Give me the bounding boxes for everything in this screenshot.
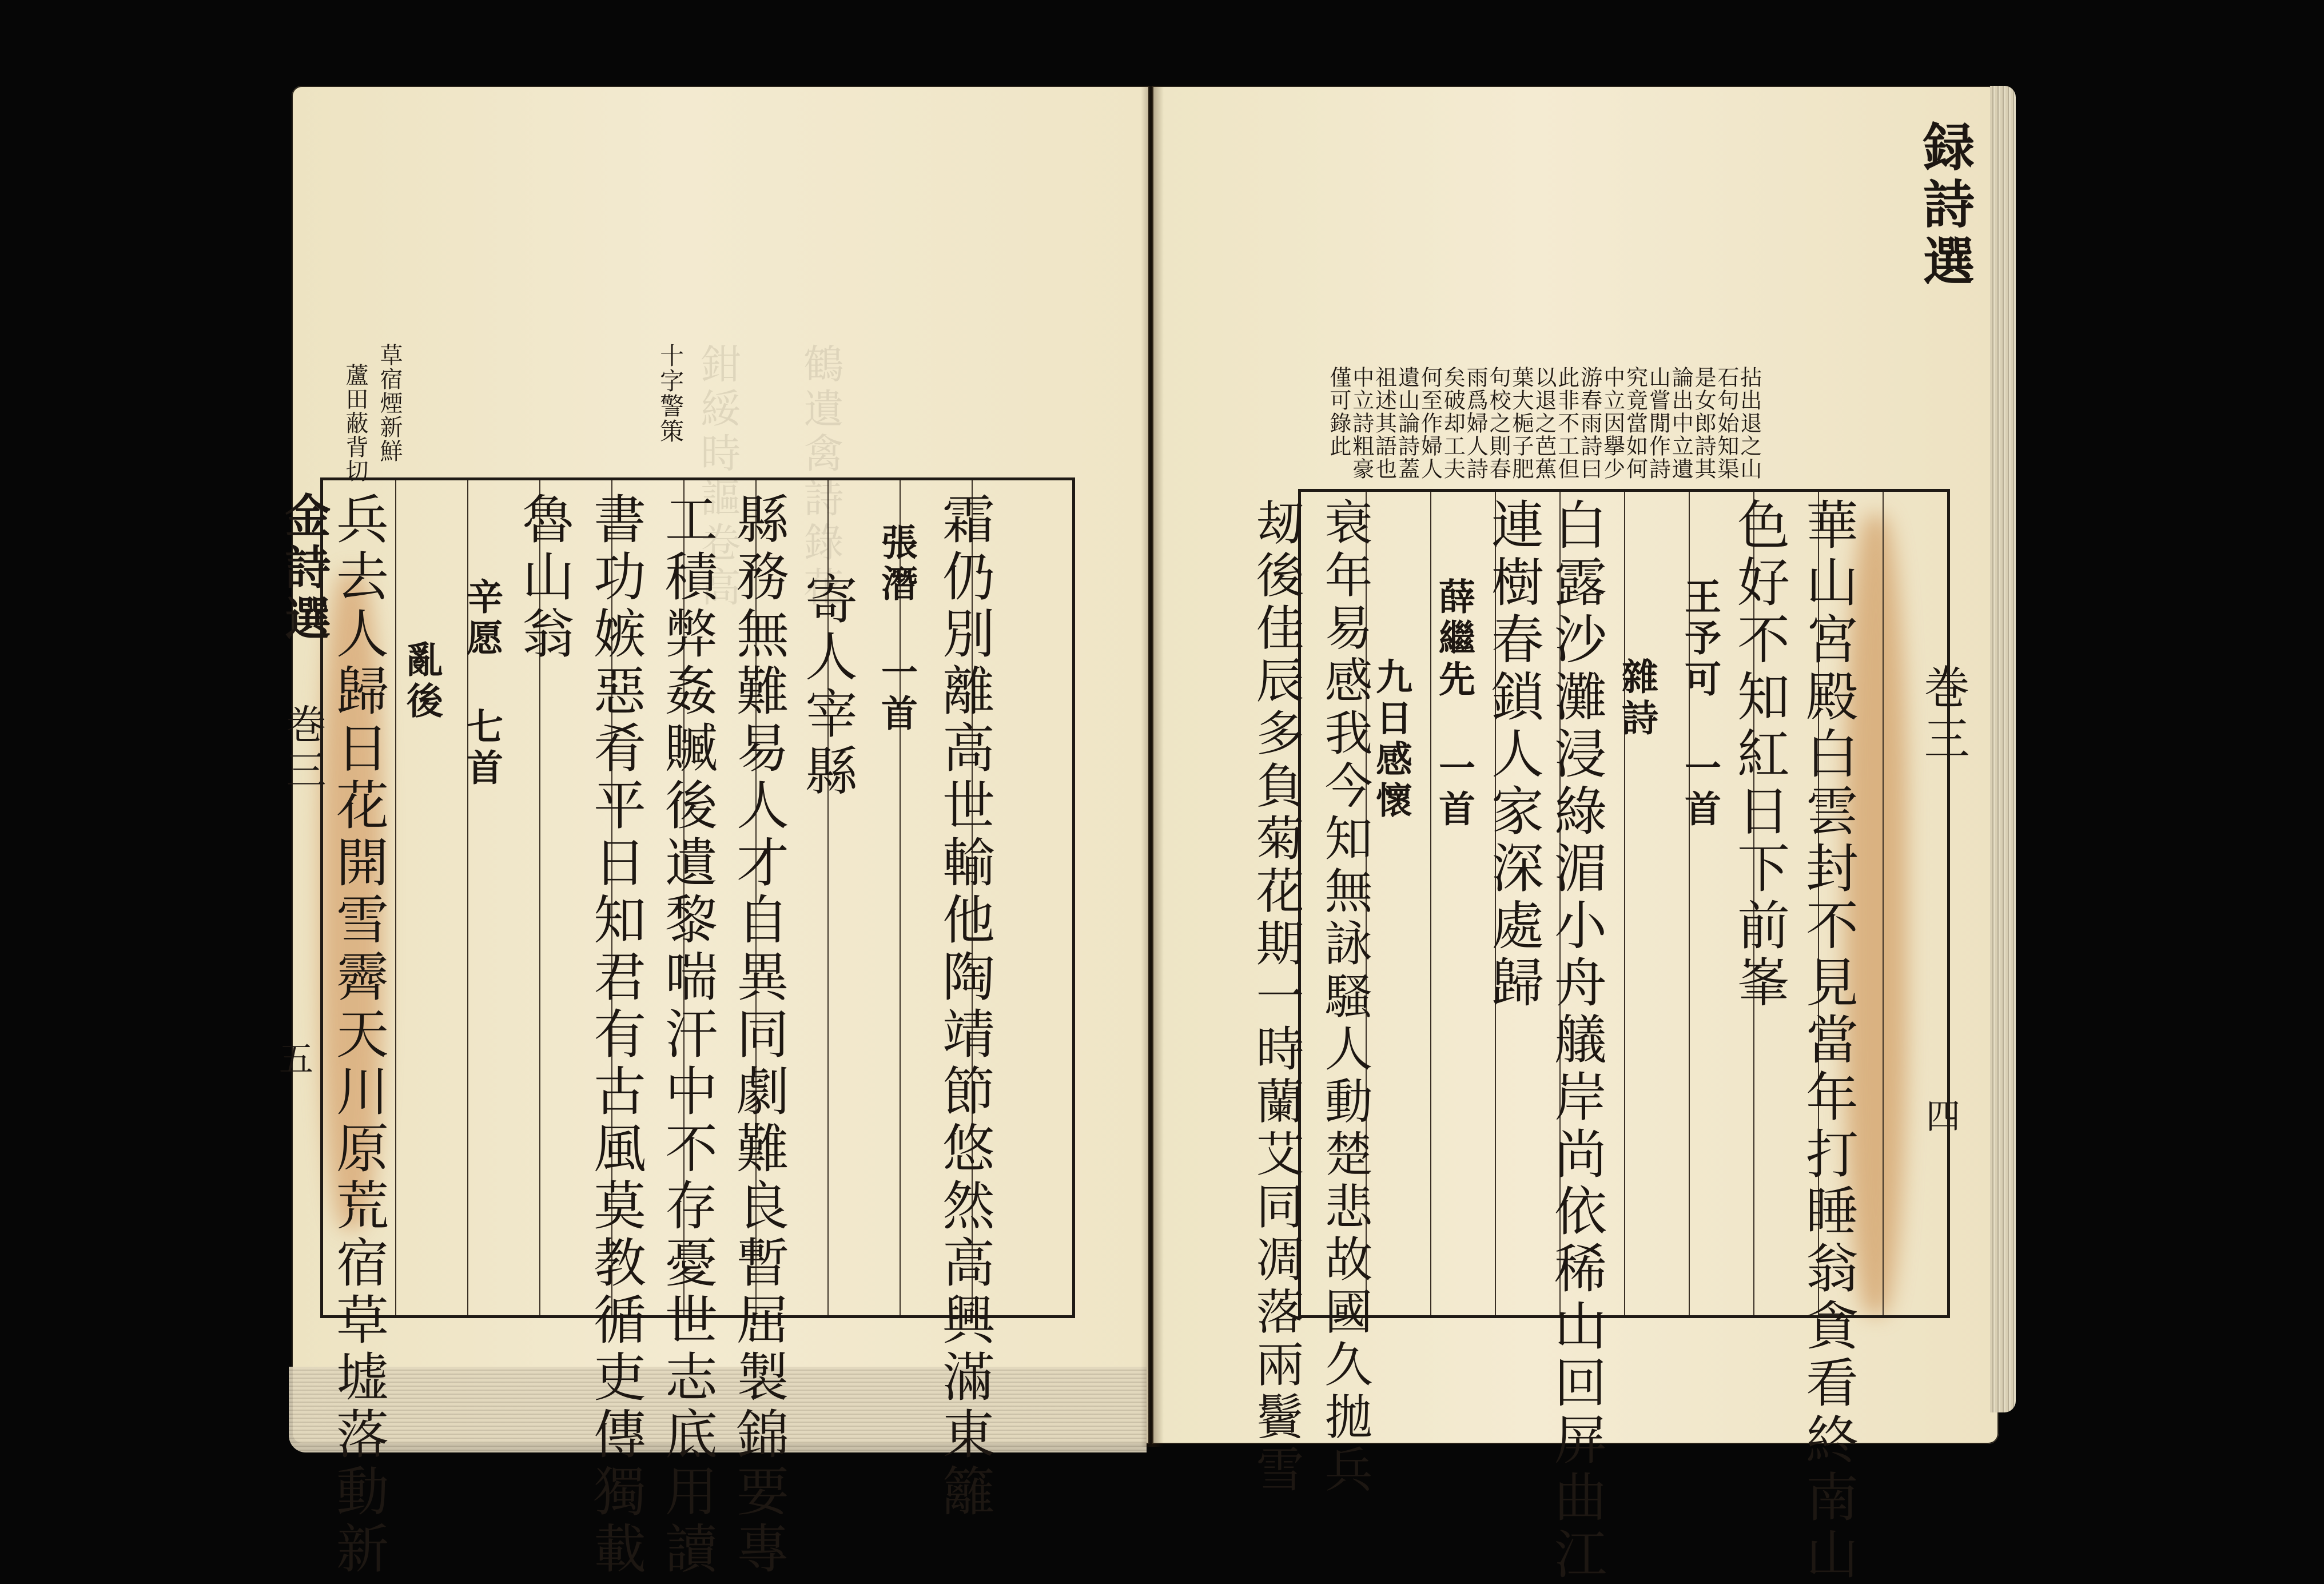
author-name: 張潛 一首 (875, 523, 918, 735)
text-column: 連樹春鎖人家深處歸 (1483, 498, 1544, 1012)
text-column: 工積弊姦贓後遺黎喘汗中不存憂世志底用讀 (656, 492, 718, 1578)
text-column: 書功嫉惡肴平日知君有古風莫教循吏傳獨載 (585, 492, 646, 1578)
text-column: 縣務無難易人才自異同劇難良暫屈製錦要專 (728, 492, 789, 1578)
top-note: 十字警策 (656, 343, 685, 444)
text-column: 衰年易感我今知無詠騷人動楚悲故國久拋兵 (1317, 498, 1373, 1497)
text-column: 刼後佳辰多負菊花期一時蘭艾同凋落兩鬢雪 (1248, 498, 1304, 1497)
text-column: 魯山翁 (514, 492, 575, 663)
top-note: 蘆田蔽背切 (342, 363, 368, 483)
text-column: 華山宮殿白雲封不見當年打睡翁貪看終南山 (1797, 498, 1859, 1584)
page-edges-right (1990, 86, 2016, 1412)
author-name: 薛繼先 一首 (1432, 578, 1475, 831)
leaf-number-right: 四 (1920, 1098, 1960, 1138)
page-edges-bottom (289, 1367, 1147, 1452)
commentary-text: 拈出退之山石句始知渠是女郎詩其論出中立遺山嘗閒作詩究竟當如何中立因擧少游春雨詩曰此非不工但以退之芭蕉葉大梔子肥句校之則春雨爲婦人詩矣破却工夫何至作婦人遺山論詩蓋祖述其語也中立詩粗豪僅可錄此 (1326, 366, 1762, 480)
top-note: 草宿煙新鮮 (376, 343, 403, 463)
author-name: 辛愿 七首 (460, 578, 503, 790)
volume-label-right: 巻三 (1916, 663, 1969, 766)
volume-label-left: 巻三 (280, 703, 327, 795)
page-header-right: 録詩選 (1914, 120, 1975, 292)
poem-title: 雜詩 (1615, 658, 1658, 740)
leaf-number-left: 五 (273, 1041, 313, 1081)
show-through-text: 鶴遺禽詩錄花 (797, 343, 844, 611)
text-column: 霜仍別離高世輸他陶靖節悠然高興滿東籬 (934, 492, 995, 1521)
text-column: 兵去人歸日花開雪霽天川原荒宿草墟落動新 (328, 492, 389, 1578)
commentary-block (1327, 366, 1760, 480)
poem-title: 九日感懷 (1370, 658, 1412, 822)
book-gutter (1141, 86, 1164, 1447)
show-through-text: 鉗綏時謳卷高 (694, 343, 741, 611)
poem-title: 亂後 (400, 640, 443, 723)
page-header-left: 金詩選 (277, 492, 331, 646)
text-column: 白露沙灘浸綠湄小舟艤岸尚依稀山回屏曲江 (1546, 498, 1607, 1584)
poem-title: 寄人宰縣 (797, 572, 858, 801)
text-column: 色好不知紅日下前峯 (1729, 498, 1790, 1012)
author-name: 王予可 一首 (1678, 578, 1721, 831)
